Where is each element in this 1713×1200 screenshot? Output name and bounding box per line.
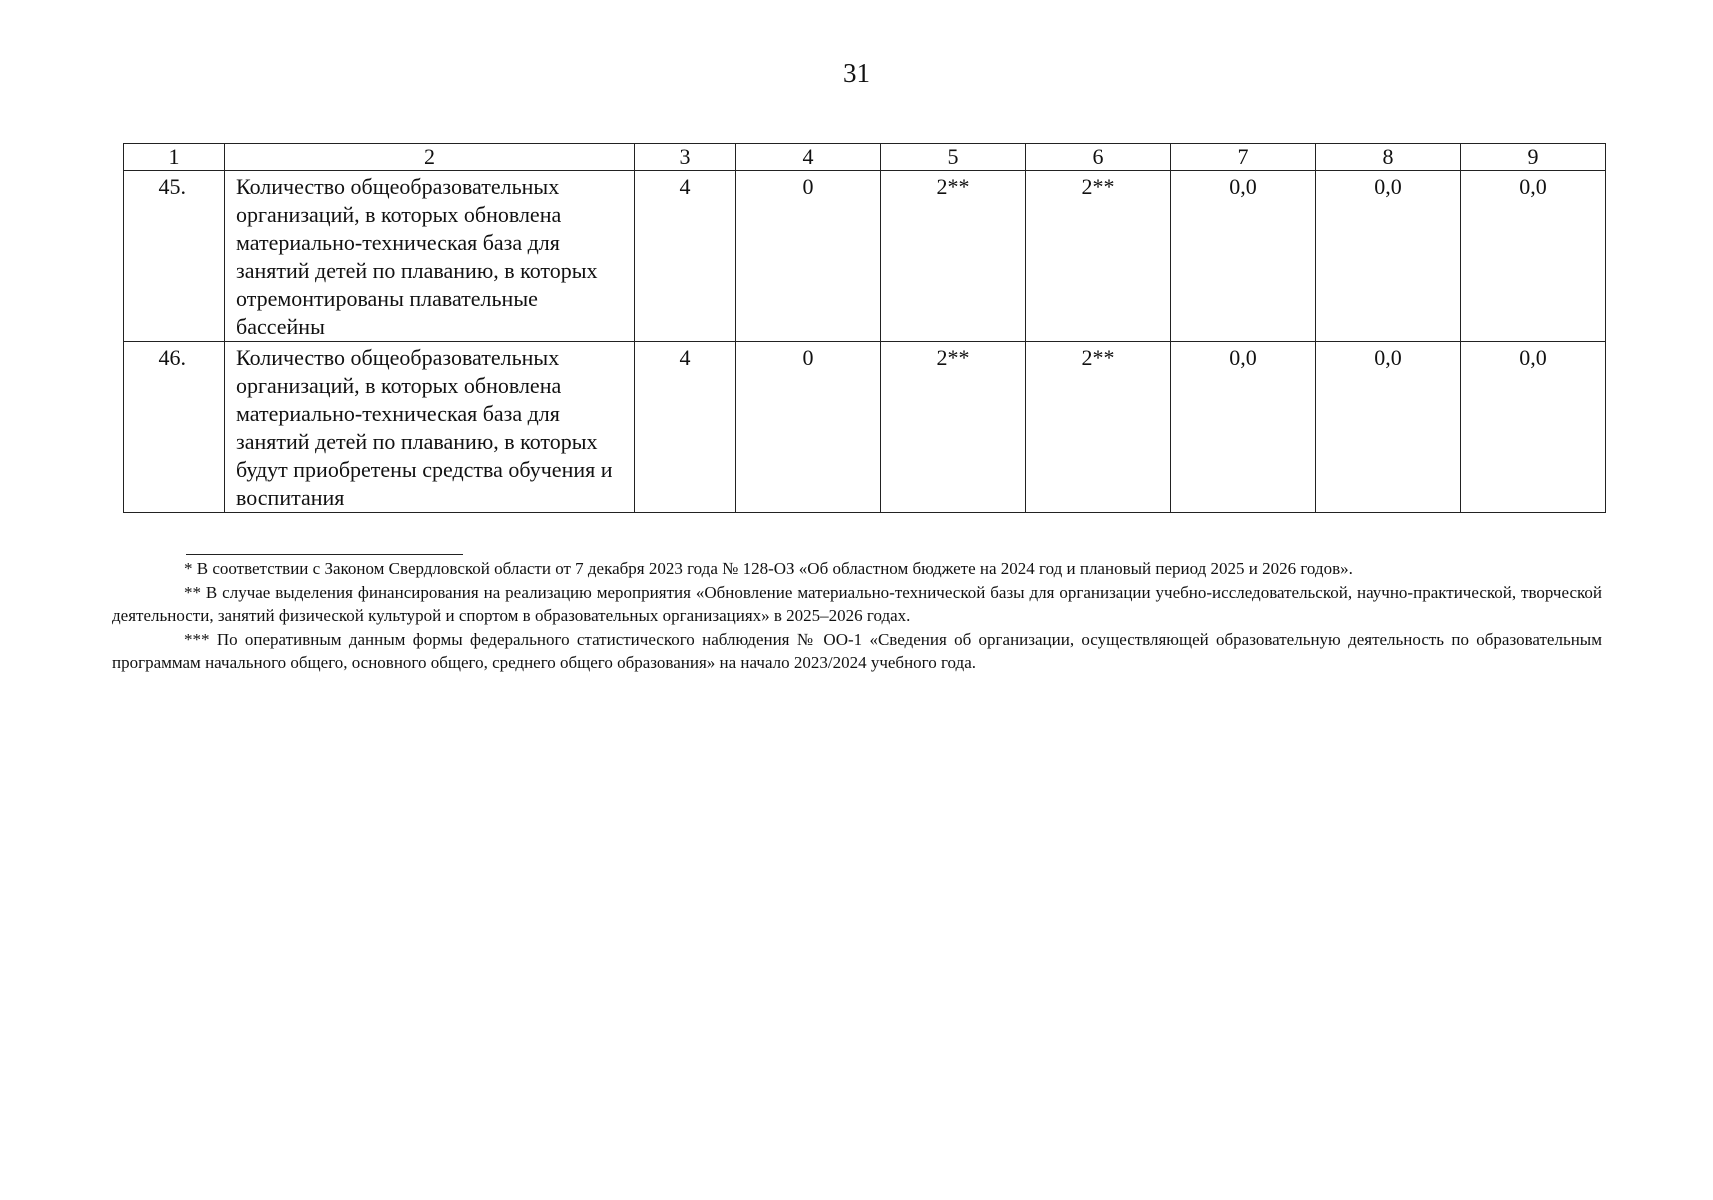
column-header-1: 1 <box>124 144 225 171</box>
cell-col-9: 0,0 <box>1461 171 1606 342</box>
footnote-2: ** В случае выделения финансирования на реализацию мероприятия «Обновление материально-технической базы для организации учебно-исследовательской, научно-практической, творческой деятельности, занятий физической культурой и спортом в образовательных организациях» в 2025–2026 годах. <box>112 582 1602 625</box>
column-header-6: 6 <box>1026 144 1171 171</box>
indicator-name: Количество общеобразовательных организаций, в которых обновлена материально-техническая база для занятий детей по плаванию, в которых отремонтированы плавательные бассейны <box>225 171 635 342</box>
cell-col-8: 0,0 <box>1316 171 1461 342</box>
indicator-name: Количество общеобразовательных организаций, в которых обновлена материально-техническая база для занятий детей по плаванию, в которых будут приобретены средства обучения и воспитания <box>225 342 635 513</box>
column-header-5: 5 <box>881 144 1026 171</box>
page-number: 31 <box>843 58 870 88</box>
cell-col-4: 0 <box>736 342 881 513</box>
table-row <box>124 171 1606 342</box>
column-header-4: 4 <box>736 144 881 171</box>
row-number: 45. <box>124 171 225 342</box>
cell-col-4: 0 <box>736 171 881 342</box>
cell-col-8: 0,0 <box>1316 342 1461 513</box>
column-header-8: 8 <box>1316 144 1461 171</box>
table-row <box>124 342 1606 513</box>
cell-col-3: 4 <box>635 342 736 513</box>
footnote-3: *** По оперативным данным формы федерального статистического наблюдения № ОО-1 «Сведения об организации, осуществляющей образовательную деятельность по образовательным программам начального общего, основного общего, среднего общего образования» на начало 2023/2024 учебного года. <box>112 629 1602 672</box>
cell-col-6: 2** <box>1026 342 1171 513</box>
cell-col-5: 2** <box>881 171 1026 342</box>
footnote-divider <box>186 554 463 555</box>
column-number-row <box>124 144 1606 171</box>
column-header-2: 2 <box>225 144 635 171</box>
column-header-3: 3 <box>635 144 736 171</box>
cell-col-3: 4 <box>635 171 736 342</box>
row-number: 46. <box>124 342 225 513</box>
cell-col-6: 2** <box>1026 171 1171 342</box>
column-header-7: 7 <box>1171 144 1316 171</box>
cell-col-9: 0,0 <box>1461 342 1606 513</box>
column-header-9: 9 <box>1461 144 1606 171</box>
cell-col-7: 0,0 <box>1171 342 1316 513</box>
footnotes <box>112 557 1602 675</box>
indicators-table <box>123 143 1606 513</box>
cell-col-7: 0,0 <box>1171 171 1316 342</box>
footnote-1: * В соответствии с Законом Свердловской области от 7 декабря 2023 года № 128-ОЗ «Об областном бюджете на 2024 год и плановый период 2025 и 2026 годов». <box>184 559 1353 578</box>
cell-col-5: 2** <box>881 342 1026 513</box>
